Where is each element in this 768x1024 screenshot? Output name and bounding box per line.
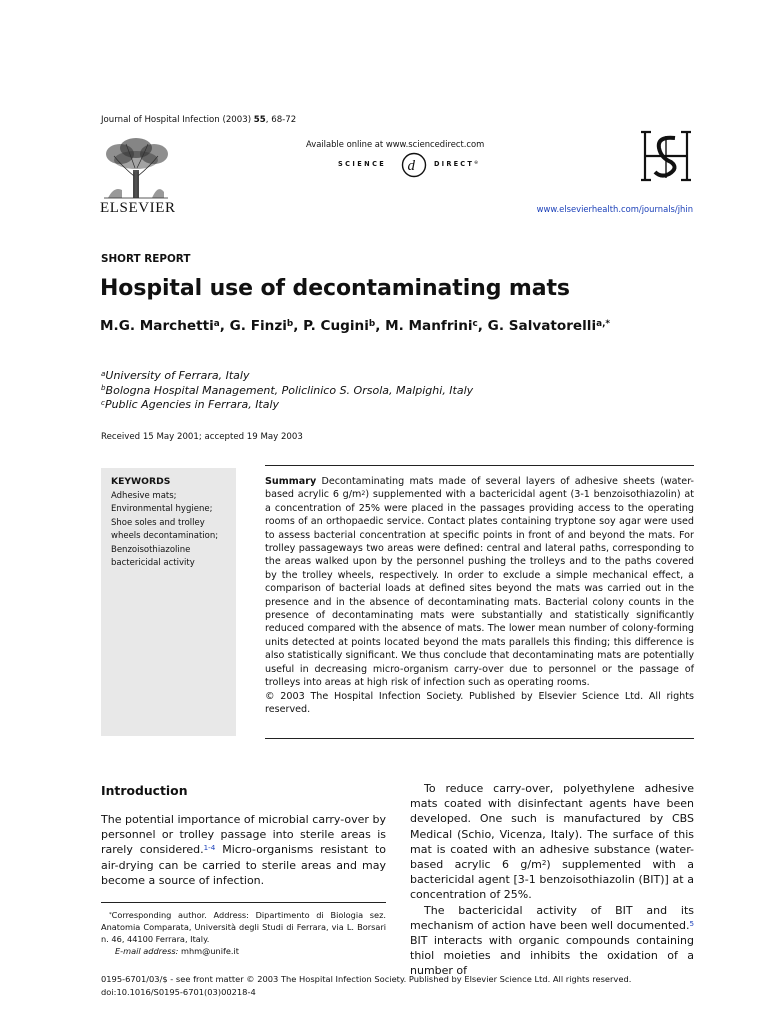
affiliation-list <box>101 369 473 413</box>
keyword-line: Benzoisothiazoline <box>111 544 191 555</box>
summary-abstract: Summary Decontaminating mats made of several layers of adhesive sheets (water-based acrylic 6 $g/m^2$) supplemented with a bactericidal agent (3-1 benzoisothiazolin) at a concentration of 25% were placed in the passages providing access to the operating rooms of an orthopaedic service. Contact plates containing tryptone soy agar were used to assess bacterial concentration at specific points in front of and beyond the mats. For trolley passageways two areas were defined: central and lateral paths, corresponding to the areas walked upon by the personnel pushing the trolleys and to the paths covered by the trolley wheels, respectively. In order to exclude a simple mechanical effect, a comparison of bacterial loads at defined sites beyond the mats was carried out in the presence and in the absence of decontaminating mats. Bacterial colony counts in the presence of decontaminating mats were substantially and statistically significantly reduced compared with the absence of mats. The lower mean number of colony-forming units detected at points located beyond the mats parallels this finding; this difference is also statistically significant. We thus conclude that decontaminating mats are potentially useful in decreasing micro-organism carry-over due to personnel or the passage of trolleys into areas at high risk of infection such as operating rooms. © 2003 The Hospital Infection Society. Published by Elsevier Science Ltd. All rights reserved. <box>265 476 694 715</box>
author: G. Finzi$^b$, <box>229 318 304 334</box>
footnote-rule <box>101 902 386 903</box>
intro-left-paragraph: The potential importance of microbial carry-over by personnel or trolley passage into sterile areas is rarely considered.$^{1-4}$ Micro-organisms resistant to air-drying can be carried to sterile areas and may become a source of infection. <box>101 813 386 887</box>
author-list <box>100 318 610 334</box>
available-online-text: Available online at www.sciencedirect.com <box>306 139 485 149</box>
citation-link[interactable]: 1-4 <box>203 843 216 853</box>
sciencedirect-left-word: SCIENCE <box>338 160 387 168</box>
journal-volume: 55 <box>253 115 266 125</box>
sciencedirect-at-icon <box>398 152 430 178</box>
elsevier-tree-icon <box>100 136 172 200</box>
summary-copyright: © 2003 The Hospital Infection Society. Published by Elsevier Science Ltd. All rights reserved. <box>265 690 694 715</box>
author: M. Manfrini$^c$, <box>385 318 488 334</box>
received-dates: Received 15 May 2001; accepted 19 May 2003 <box>101 432 303 442</box>
keyword-line: Shoe soles and trolley <box>111 517 205 528</box>
affiliation: $^b$Bologna Hospital Management, Policlinico S. Orsola, Malpighi, Italy <box>101 383 474 397</box>
keywords-box <box>101 468 236 736</box>
sciencedirect-right-word: DIRECT® <box>434 160 481 168</box>
intro-right-paragraph: To reduce carry-over, polyethylene adhesive mats coated with disinfectant agents have been developed. One such is manufactured by CBS Medical (Schio, Vicenza, Italy). The surface of this mat is coated with an adhesive substance (water-based acrylic 6 $g/m^2$) supplemented with a bactericidal agent [3-1 benzoisothiazolin (BIT)] at a concentration of 25%. <box>410 782 694 902</box>
keyword-line: Environmental hygiene; <box>111 504 213 515</box>
summary-label: Summary <box>265 476 317 487</box>
article-title: Hospital use of decontaminating mats <box>100 276 570 301</box>
intro-right-paragraph: The bactericidal activity of BIT and its mechanism of action have been well documented.$^5$ BIT interacts with organic compounds containing thiol moieties and inhibits the oxidation of a number of <box>410 903 694 978</box>
elsevier-wordmark: ELSEVIER <box>100 200 176 216</box>
author: G. Salvatorelli$^{a,*}$ <box>487 318 611 334</box>
doi-line[interactable]: doi:10.1016/S0195-6701(03)00218-4 <box>101 987 256 997</box>
issn-copyright-line: 0195-6701/03/$ - see front matter © 2003 The Hospital Infection Society. Published by Elsevier Science Ltd. All rights reserved. <box>101 974 632 984</box>
keyword-line: bactericidal activity <box>111 558 195 569</box>
citation-link[interactable]: 5 <box>689 918 694 928</box>
keyword-line: wheels decontamination; <box>111 531 219 542</box>
svg-text:d: d <box>407 158 415 174</box>
author: P. Cugini$^b$, <box>303 318 386 334</box>
summary-top-rule <box>265 465 694 466</box>
journal-reference: Journal of Hospital Infection (2003) 55, 68-72 <box>101 115 297 125</box>
keywords-list <box>111 490 218 570</box>
summary-bottom-rule <box>265 738 694 739</box>
sciencedirect-logo <box>338 152 488 178</box>
corresponding-author-footnote: *Corresponding author. Address: Dipartimento di Biologia sez. Anatomia Comparata, Università degli Studi di Ferrara, via L. Borsari n. 46, 44100 Ferrara, Italy. E-mail address: mhm@unife.it <box>101 910 386 956</box>
affiliation: $^c$Public Agencies in Ferrara, Italy <box>101 397 280 411</box>
author-email: E-mail address: mhm@unife.it <box>115 946 239 956</box>
keyword-line: Adhesive mats; <box>111 491 177 501</box>
keywords-title: KEYWORDS <box>111 476 171 487</box>
intro-right-column <box>410 781 694 979</box>
author: M.G. Marchetti$^a$, <box>100 318 230 334</box>
article-type: SHORT REPORT <box>101 253 191 265</box>
hospital-infection-society-logo-icon <box>639 128 693 184</box>
section-heading-introduction: Introduction <box>101 783 188 798</box>
affiliation: $^a$University of Ferrara, Italy <box>101 368 250 382</box>
journal-website-link[interactable]: www.elsevierhealth.com/journals/jhin <box>536 204 693 214</box>
